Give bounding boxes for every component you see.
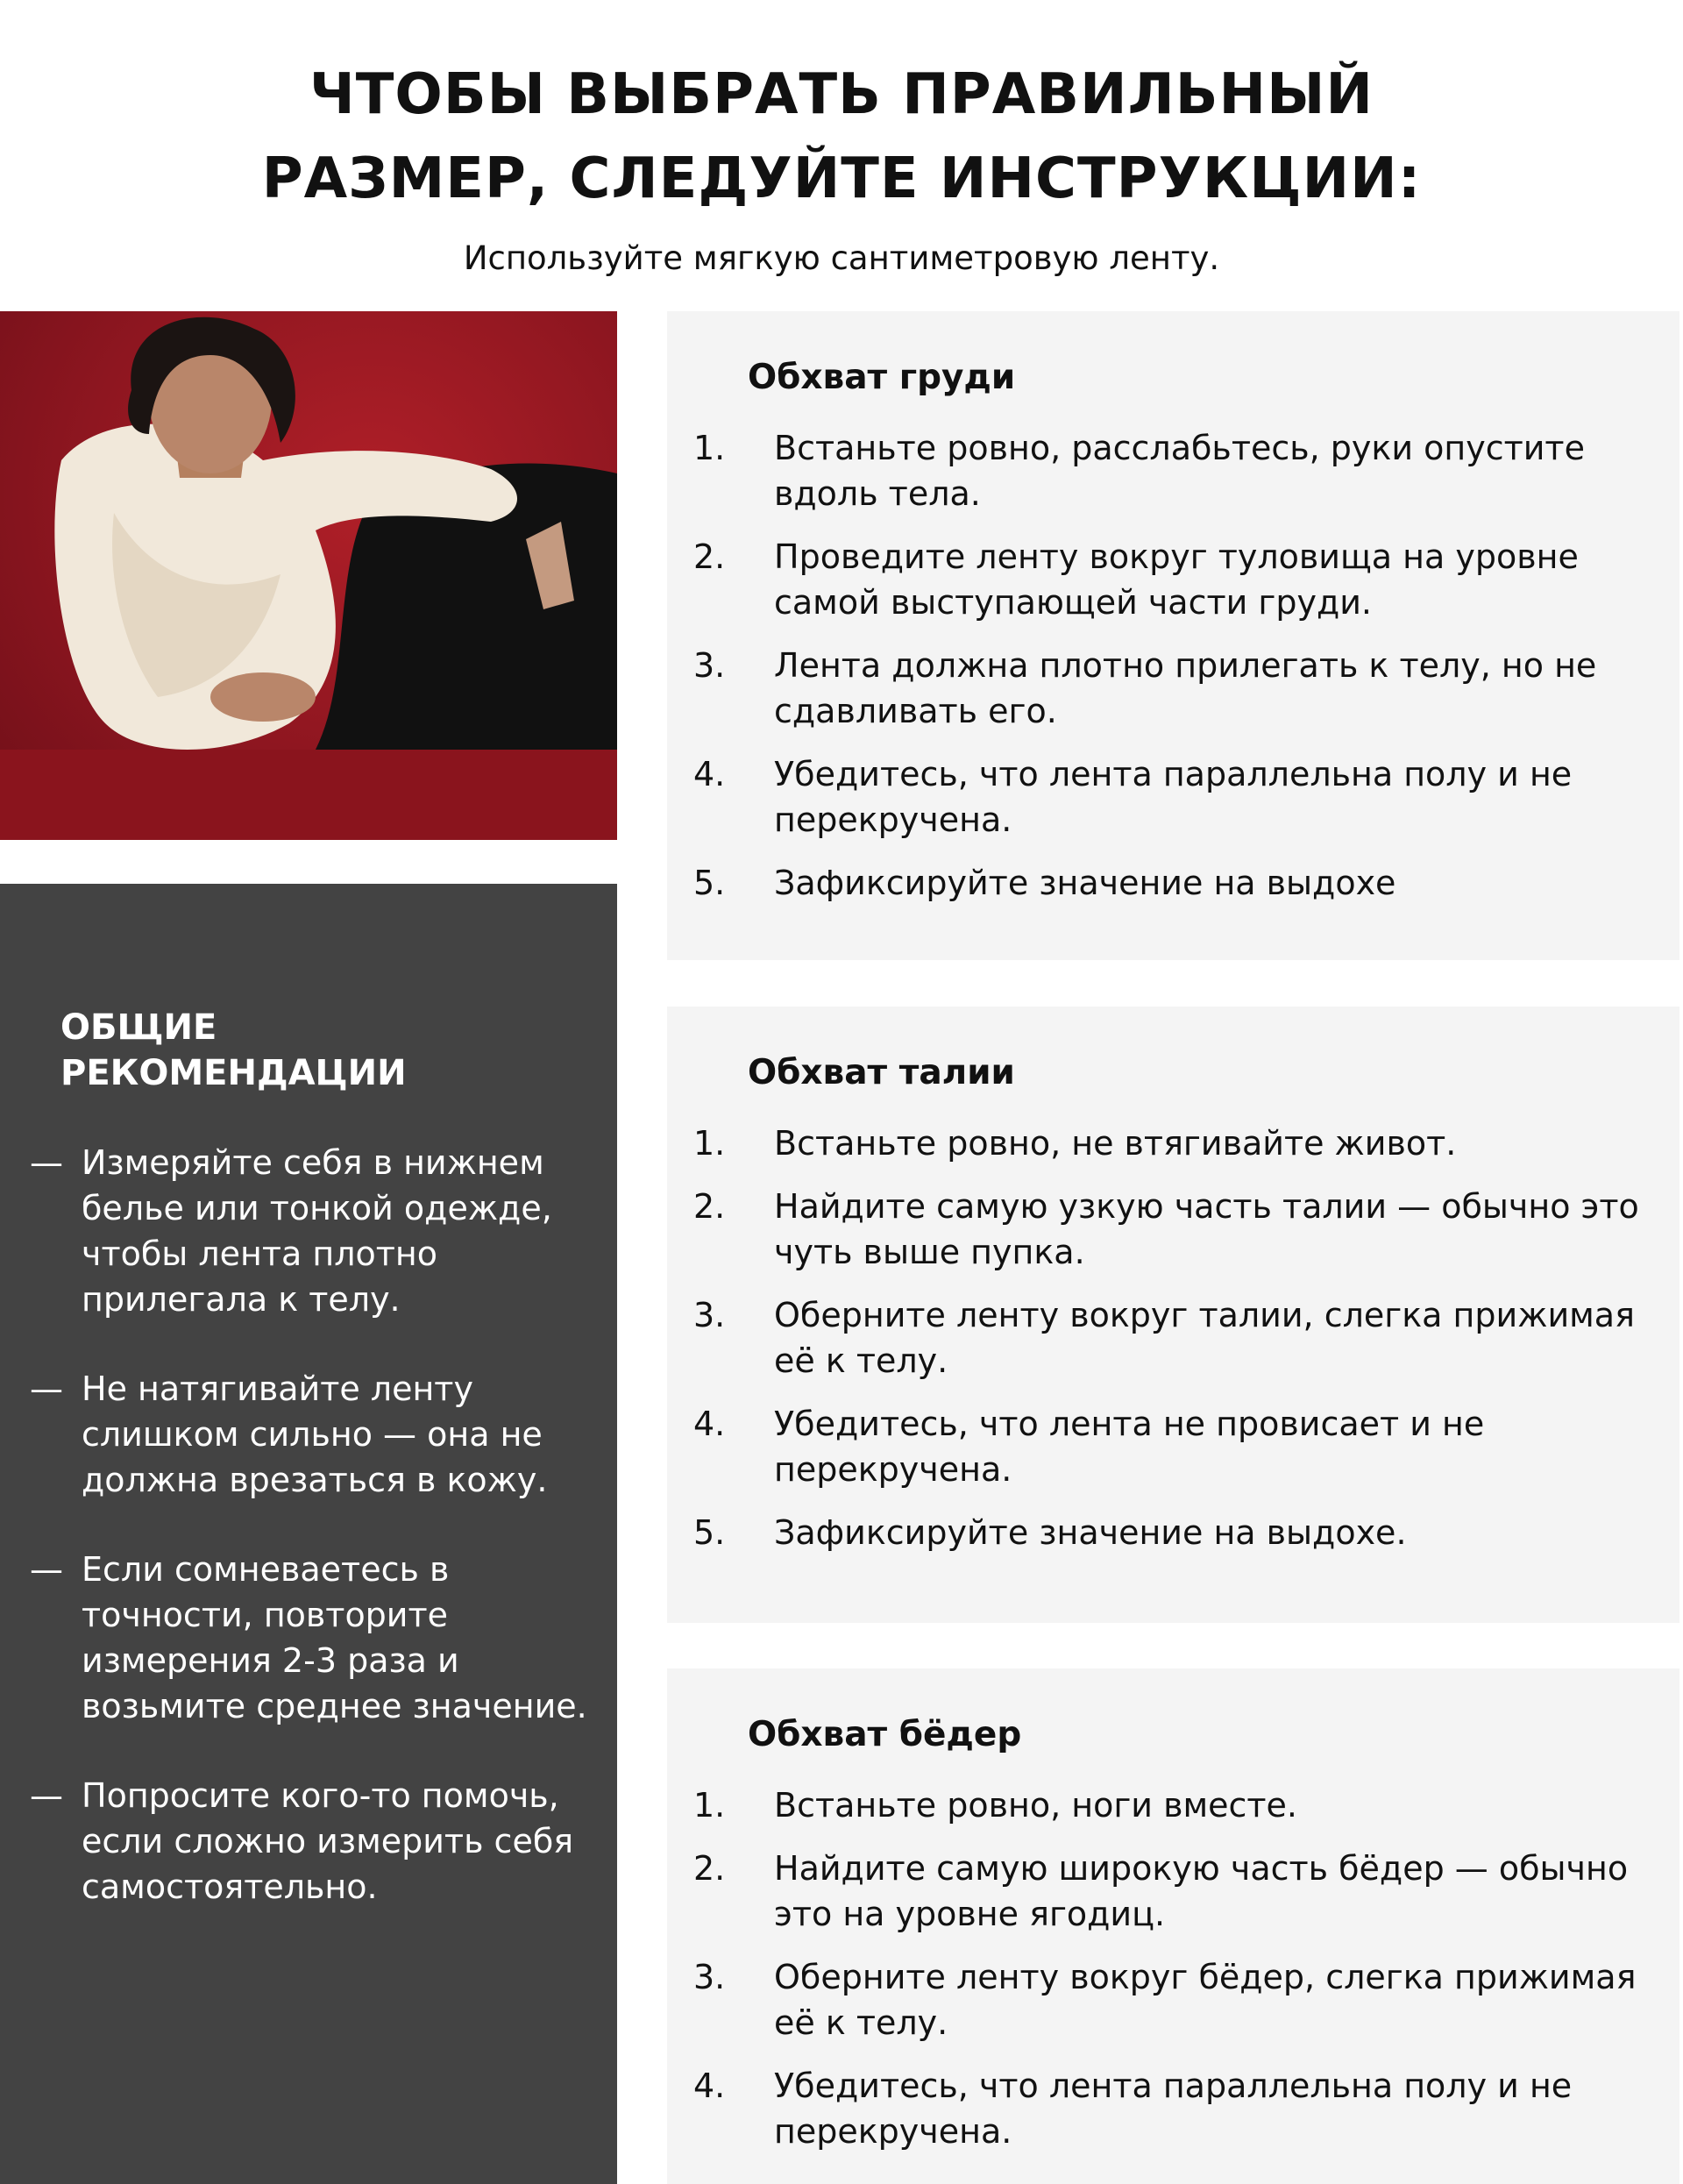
card-title: Обхват бёдер bbox=[748, 1715, 1022, 1754]
recommendation-item bbox=[0, 1773, 617, 1910]
step-text: Зафиксируйте значение на выдохе. bbox=[774, 1513, 1407, 1552]
recommendation-item bbox=[0, 1366, 617, 1503]
step-number: 3. bbox=[693, 646, 726, 685]
step-item bbox=[693, 1120, 1666, 1166]
steps-list bbox=[693, 425, 1666, 923]
recommendation-text: Если сомневаетесь в точности, повторите измерения 2-3 раза и возьмите среднее значение. bbox=[82, 1550, 587, 1725]
hips-measurement-card bbox=[667, 1668, 1679, 2184]
step-item bbox=[693, 1846, 1666, 1937]
dash-bullet: — bbox=[30, 1550, 63, 1589]
step-item bbox=[693, 425, 1666, 516]
step-item bbox=[693, 1401, 1666, 1492]
model-illustration bbox=[0, 311, 617, 840]
step-item bbox=[693, 1510, 1666, 1555]
recommendations-title-line-1: ОБЩИЕ bbox=[60, 1007, 217, 1048]
recommendations-list bbox=[0, 1140, 617, 1953]
step-number: 3. bbox=[693, 1958, 726, 1996]
step-item bbox=[693, 751, 1666, 843]
step-item bbox=[693, 534, 1666, 625]
steps-list bbox=[693, 1120, 1666, 1573]
page-title bbox=[0, 53, 1683, 221]
step-number: 1. bbox=[693, 429, 726, 467]
step-item bbox=[693, 2063, 1666, 2154]
model-hand bbox=[210, 672, 316, 722]
recommendation-text: Попросите кого-то помочь, если сложно измерить себя самостоятельно. bbox=[82, 1776, 574, 1906]
step-number: 3. bbox=[693, 1296, 726, 1334]
step-text: Убедитесь, что лента не провисает и не перекручена. bbox=[774, 1405, 1485, 1489]
step-item bbox=[693, 1954, 1666, 2045]
step-text: Встаньте ровно, расслабьтесь, руки опустите вдоль тела. bbox=[774, 429, 1585, 513]
page-title-line-2: РАЗМЕР, СЛЕДУЙТЕ ИНСТРУКЦИИ: bbox=[261, 146, 1422, 211]
step-item bbox=[693, 1292, 1666, 1384]
page-subtitle: Используйте мягкую сантиметровую ленту. bbox=[463, 239, 1220, 277]
step-text: Убедитесь, что лента параллельна полу и не перекручена. bbox=[774, 755, 1573, 839]
photo-floor bbox=[0, 750, 617, 840]
step-item bbox=[693, 860, 1666, 906]
step-item bbox=[693, 1782, 1666, 1828]
step-text: Найдите самую узкую часть талии — обычно это чуть выше пупка. bbox=[774, 1187, 1639, 1271]
step-text: Оберните ленту вокруг талии, слегка прижимая её к телу. bbox=[774, 1296, 1635, 1380]
step-number: 5. bbox=[693, 864, 726, 902]
step-number: 4. bbox=[693, 755, 726, 793]
step-text: Оберните ленту вокруг бёдер, слегка прижимая её к телу. bbox=[774, 1958, 1637, 2042]
step-number: 2. bbox=[693, 537, 726, 576]
step-item bbox=[693, 643, 1666, 734]
step-text: Лента должна плотно прилегать к телу, но не сдавливать его. bbox=[774, 646, 1597, 730]
card-title: Обхват груди bbox=[748, 358, 1016, 397]
step-number: 4. bbox=[693, 2067, 726, 2105]
recommendation-text: Измеряйте себя в нижнем белье или тонкой одежде, чтобы лента плотно прилегала к телу. bbox=[82, 1143, 552, 1319]
step-item bbox=[693, 1184, 1666, 1275]
step-number: 2. bbox=[693, 1849, 726, 1888]
general-recommendations-panel bbox=[0, 884, 617, 2184]
dash-bullet: — bbox=[30, 1776, 63, 1815]
steps-list bbox=[693, 1782, 1666, 2172]
recommendation-item bbox=[0, 1547, 617, 1729]
chest-measurement-card bbox=[667, 311, 1679, 960]
step-number: 4. bbox=[693, 1405, 726, 1443]
dash-bullet: — bbox=[30, 1143, 63, 1182]
step-text: Проведите ленту вокруг туловища на уровне самой выступающей части груди. bbox=[774, 537, 1579, 622]
model-photo bbox=[0, 311, 617, 840]
recommendation-text: Не натягивайте ленту слишком сильно — она не должна врезаться в кожу. bbox=[82, 1369, 548, 1499]
step-number: 2. bbox=[693, 1187, 726, 1226]
card-title: Обхват талии bbox=[748, 1053, 1015, 1092]
header bbox=[0, 53, 1683, 279]
step-text: Зафиксируйте значение на выдохе bbox=[774, 864, 1396, 902]
step-text: Встаньте ровно, не втягивайте живот. bbox=[774, 1124, 1457, 1163]
step-number: 1. bbox=[693, 1124, 726, 1163]
step-text: Убедитесь, что лента параллельна полу и не перекручена. bbox=[774, 2067, 1573, 2151]
dash-bullet: — bbox=[30, 1369, 63, 1408]
recommendations-title bbox=[60, 1005, 551, 1096]
step-text: Встаньте ровно, ноги вместе. bbox=[774, 1786, 1297, 1825]
step-text: Найдите самую широкую часть бёдер — обычно это на уровне ягодиц. bbox=[774, 1849, 1629, 1933]
recommendations-title-line-2: РЕКОМЕНДАЦИИ bbox=[60, 1053, 407, 1093]
step-number: 1. bbox=[693, 1786, 726, 1825]
step-number: 5. bbox=[693, 1513, 726, 1552]
recommendation-item bbox=[0, 1140, 617, 1322]
waist-measurement-card bbox=[667, 1007, 1679, 1623]
page-title-line-1: ЧТОБЫ ВЫБРАТЬ ПРАВИЛЬНЫЙ bbox=[309, 62, 1374, 127]
